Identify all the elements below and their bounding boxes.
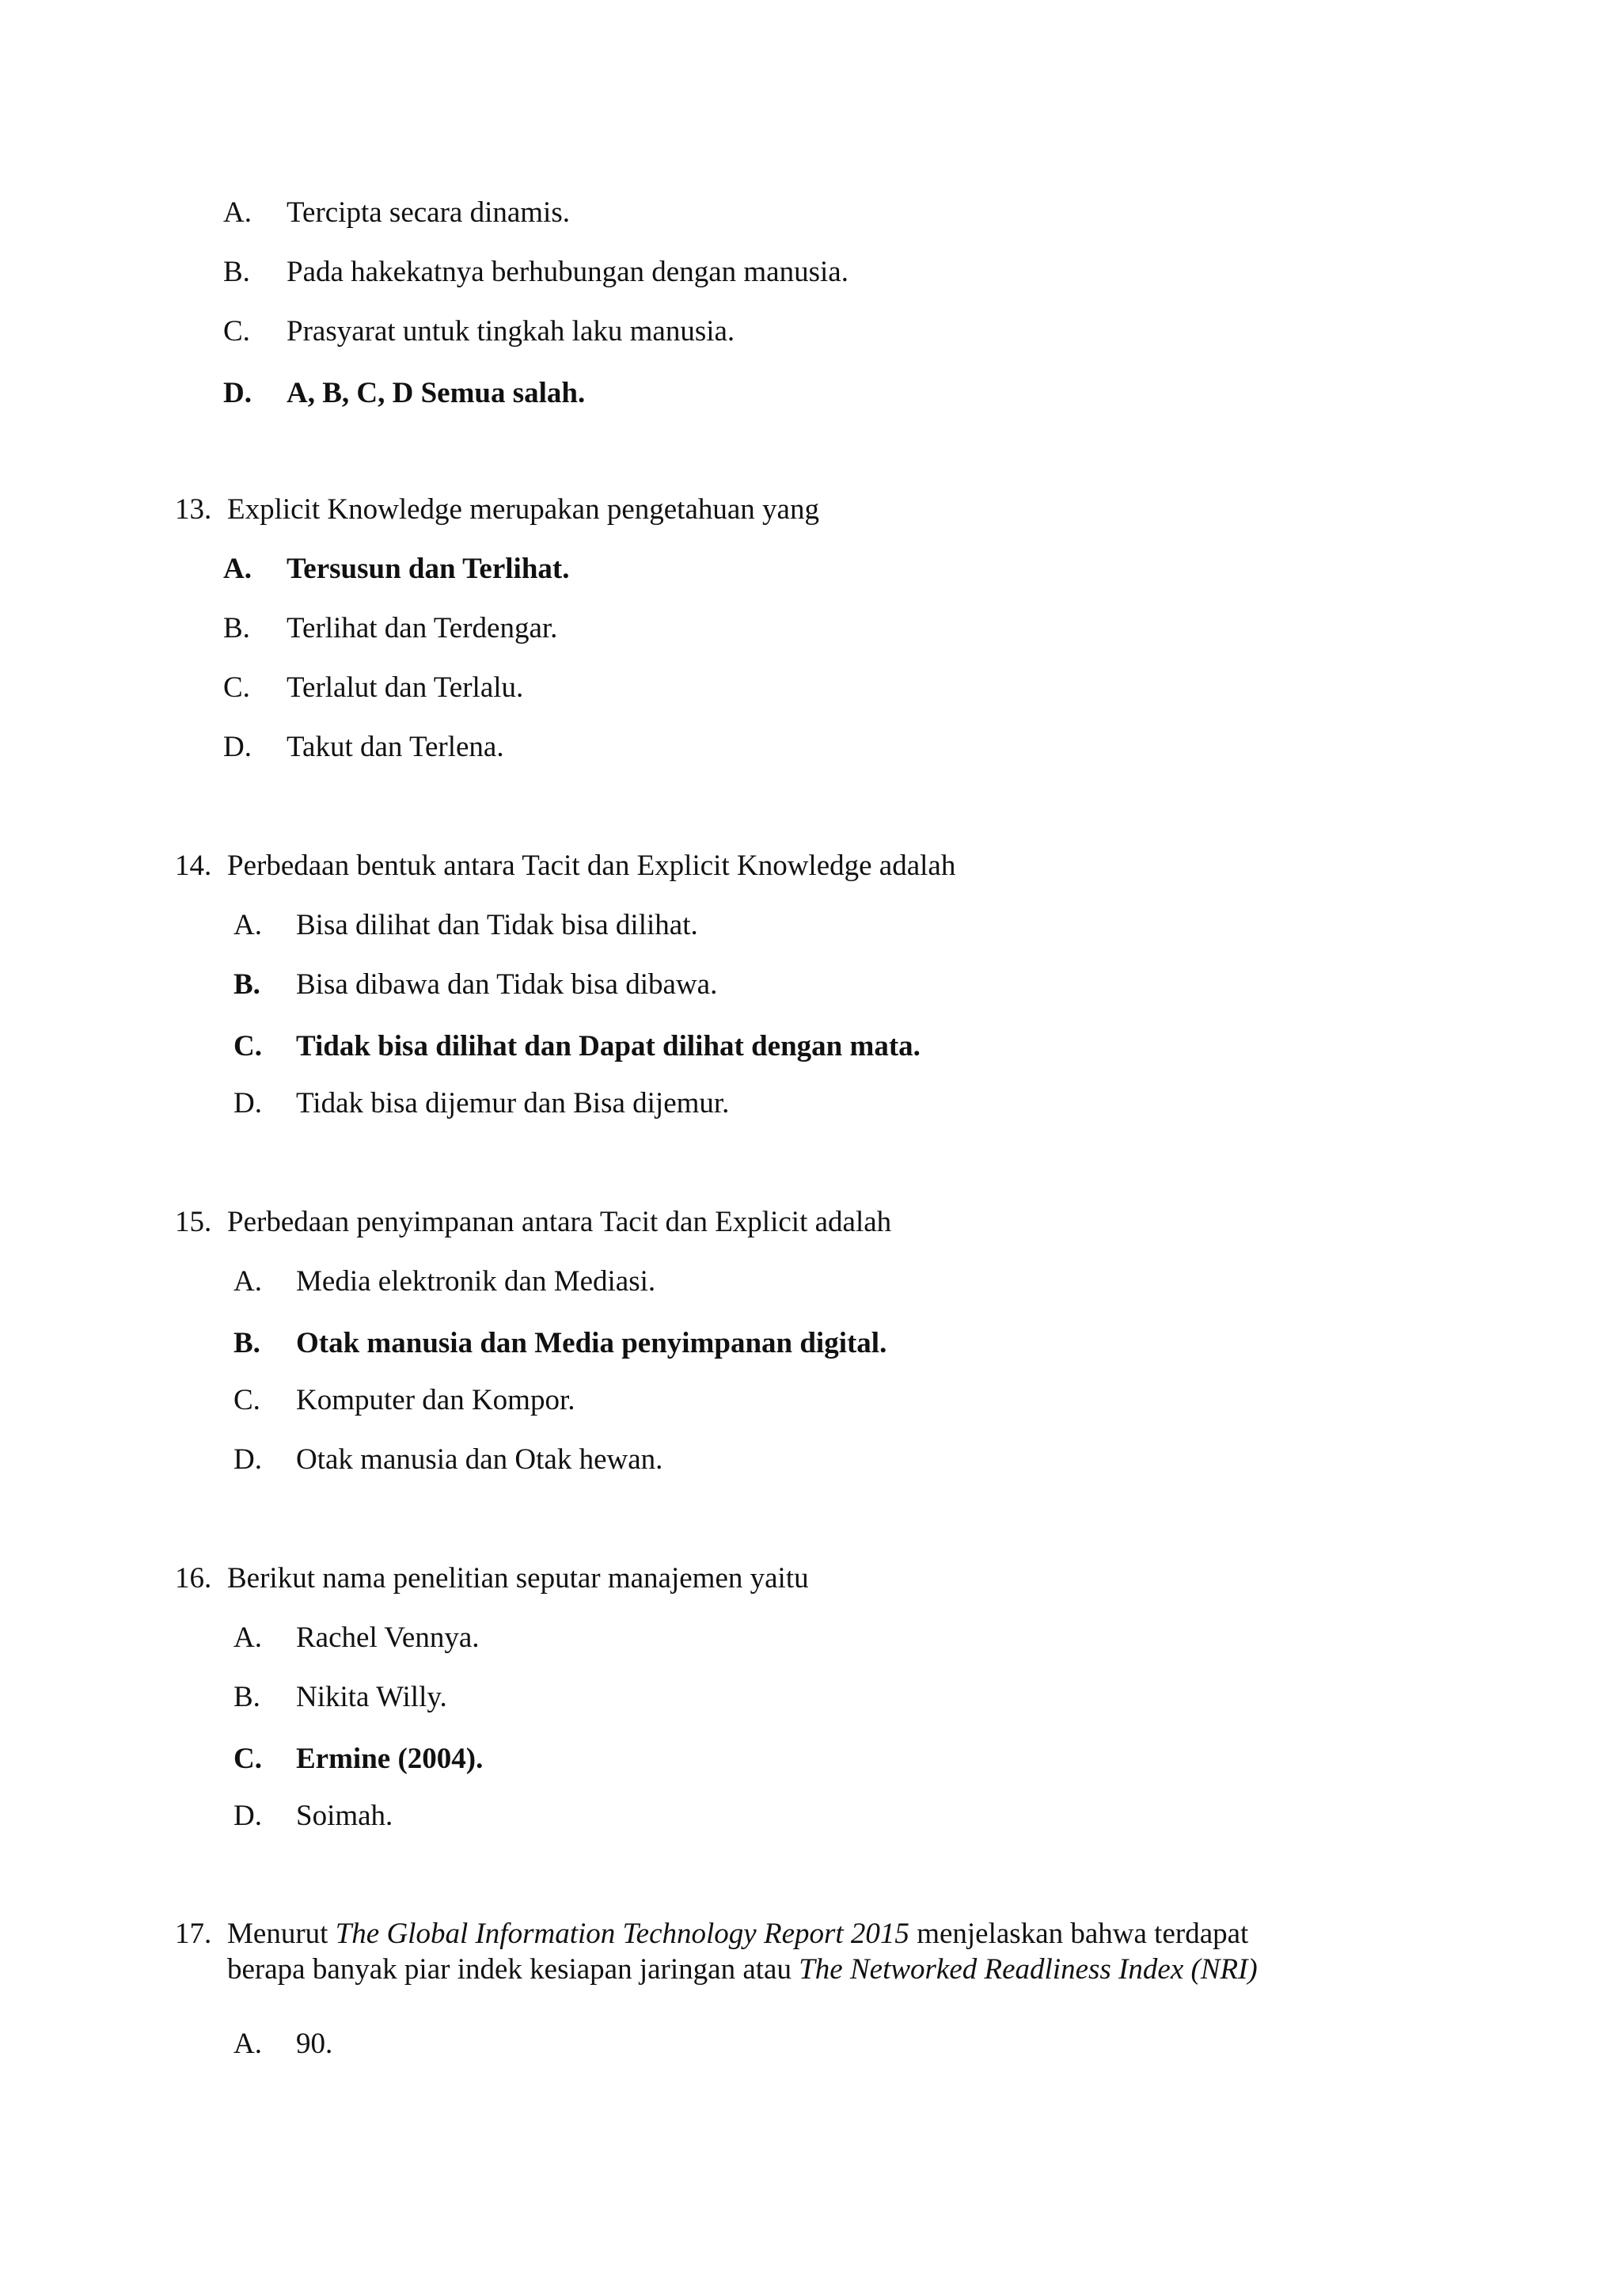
option-text: Terlalut dan Terlalu. bbox=[287, 671, 524, 704]
question-text: Perbedaan bentuk antara Tacit dan Explicit Knowledge adalah bbox=[227, 850, 956, 882]
option-letter: A. bbox=[223, 553, 252, 585]
question-number: 14. bbox=[175, 850, 212, 882]
option-letter: C. bbox=[233, 1030, 262, 1062]
option-letter: C. bbox=[223, 315, 250, 348]
report-title: The Global Information Technology Report 2015 bbox=[335, 1918, 909, 1950]
option-letter: C. bbox=[223, 671, 250, 704]
option-text: Tercipta secara dinamis. bbox=[287, 196, 570, 229]
question-text: Berikut nama penelitian seputar manajemen yaitu bbox=[227, 1562, 809, 1595]
option-text: Tersusun dan Terlihat. bbox=[287, 553, 570, 585]
option-text: Otak manusia dan Media penyimpanan digital. bbox=[296, 1327, 887, 1359]
option-letter: A. bbox=[223, 196, 252, 229]
question-text-prefix: Menurut bbox=[227, 1918, 336, 1950]
option-text: Rachel Vennya. bbox=[296, 1621, 480, 1654]
question-text-line-2 bbox=[227, 1952, 1258, 1988]
option-letter: A. bbox=[233, 2028, 262, 2060]
option-text: Prasyarat untuk tingkah laku manusia. bbox=[287, 315, 735, 348]
option-letter: D. bbox=[233, 1443, 262, 1476]
question-text: Perbedaan penyimpanan antara Tacit dan Explicit adalah bbox=[227, 1206, 892, 1238]
option-text: Pada hakekatnya berhubungan dengan manusia. bbox=[287, 256, 848, 288]
option-text: Ermine (2004). bbox=[296, 1743, 484, 1775]
option-letter: B. bbox=[223, 256, 250, 288]
option-text: Bisa dibawa dan Tidak bisa dibawa. bbox=[296, 968, 718, 1001]
question-number: 13. bbox=[175, 493, 212, 526]
index-title: The Networked Readliness Index (NRI) bbox=[799, 1953, 1258, 1986]
option-letter: D. bbox=[223, 731, 252, 763]
question-text-line-1 bbox=[227, 1916, 1248, 1952]
option-letter: D. bbox=[233, 1800, 262, 1832]
option-text: Tidak bisa dilihat dan Dapat dilihat dengan mata. bbox=[296, 1030, 921, 1062]
option-text: Takut dan Terlena. bbox=[287, 731, 504, 763]
option-letter: B. bbox=[233, 968, 260, 1001]
option-text: Bisa dilihat dan Tidak bisa dilihat. bbox=[296, 909, 698, 941]
option-text: Soimah. bbox=[296, 1800, 393, 1832]
question-number: 16. bbox=[175, 1562, 212, 1595]
option-letter: D. bbox=[223, 377, 252, 409]
option-letter: B. bbox=[233, 1681, 260, 1713]
option-text: A, B, C, D Semua salah. bbox=[287, 377, 586, 409]
question-number: 15. bbox=[175, 1206, 212, 1238]
option-letter: A. bbox=[233, 1621, 262, 1654]
option-letter: B. bbox=[223, 612, 250, 644]
question-number: 17. bbox=[175, 1918, 212, 1950]
option-letter: A. bbox=[233, 1265, 262, 1298]
option-letter: C. bbox=[233, 1384, 260, 1416]
option-letter: D. bbox=[233, 1087, 262, 1119]
question-text-prefix: berapa banyak piar indek kesiapan jaringan atau bbox=[227, 1953, 799, 1986]
option-text: Komputer dan Kompor. bbox=[296, 1384, 575, 1416]
option-text: Terlihat dan Terdengar. bbox=[287, 612, 558, 644]
option-text: Media elektronik dan Mediasi. bbox=[296, 1265, 656, 1298]
option-letter: C. bbox=[233, 1743, 262, 1775]
option-text: Tidak bisa dijemur dan Bisa dijemur. bbox=[296, 1087, 730, 1119]
option-text: Otak manusia dan Otak hewan. bbox=[296, 1443, 663, 1476]
option-text: 90. bbox=[296, 2028, 333, 2060]
question-text: Explicit Knowledge merupakan pengetahuan yang bbox=[227, 493, 819, 526]
question-text-suffix: menjelaskan bahwa terdapat bbox=[909, 1918, 1249, 1950]
option-text: Nikita Willy. bbox=[296, 1681, 447, 1713]
option-letter: B. bbox=[233, 1327, 260, 1359]
option-letter: A. bbox=[233, 909, 262, 941]
